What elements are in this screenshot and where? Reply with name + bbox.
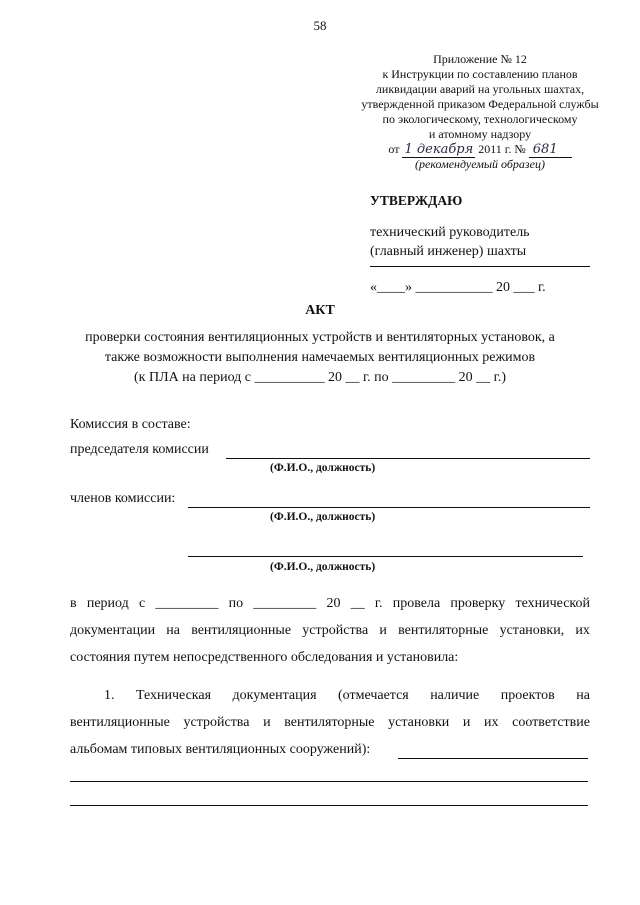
chairman-fill-line <box>226 458 590 459</box>
word: наличие <box>430 688 480 703</box>
word: проверку <box>450 596 506 611</box>
appendix-line: к Инструкции по составлению планов <box>382 67 578 81</box>
word: Техническая <box>135 688 212 703</box>
word: устройства <box>302 623 369 638</box>
word: документация <box>232 688 317 703</box>
period-paragraph-line <box>70 623 590 639</box>
period-paragraph-line: состояния путем непосредственного обследования и установила: <box>70 650 459 665</box>
act-title: АКТ <box>305 303 335 318</box>
commission-intro: Комиссия в составе: <box>70 417 191 432</box>
word: на <box>576 688 590 703</box>
word: и <box>379 623 387 638</box>
word: 20 <box>326 596 341 611</box>
fio-caption: (Ф.И.О., должность) <box>270 511 376 523</box>
word: проектов <box>500 688 555 703</box>
approval-date-line: «____» ___________ 20 ___ г. <box>370 280 546 295</box>
word: вентиляционные <box>70 715 170 730</box>
word: вентиляционные <box>191 623 292 638</box>
word: _________ <box>155 596 219 611</box>
word: 1. <box>104 688 115 703</box>
act-subtitle: проверки состояния вентиляционных устройств и вентиляторных установок, а <box>85 330 555 345</box>
member-fill-line <box>188 507 590 508</box>
item1-fill-line <box>398 758 588 759</box>
word: их <box>484 715 499 730</box>
order-reference <box>355 142 605 157</box>
word: и <box>462 715 471 730</box>
word: документации <box>70 623 156 638</box>
word: провела <box>392 596 441 611</box>
appendix-line: Приложение № 12 <box>433 52 527 66</box>
order-year: 2011 г. № <box>478 142 526 156</box>
item1-fill-line <box>70 805 588 806</box>
order-prefix: от <box>388 142 400 156</box>
appendix-line: ликвидации аварий на угольных шахтах, <box>375 82 585 96</box>
item1-paragraph-line <box>70 715 590 731</box>
appendix-line: и атомному надзору <box>428 127 532 141</box>
word: по <box>228 596 244 611</box>
member-fill-line <box>188 556 583 557</box>
order-day-handwritten: 1 декабря <box>404 142 474 157</box>
approval-position-detail: (главный инженер) шахты <box>370 244 527 259</box>
item1-paragraph-line <box>104 688 590 704</box>
item1-fill-line <box>70 781 588 782</box>
page-number: 58 <box>313 18 327 33</box>
period-paragraph-line <box>70 596 590 612</box>
item1-paragraph-line: альбомам типовых вентиляционных сооружений): <box>70 742 371 757</box>
word: (отмечается <box>338 688 409 703</box>
word: период <box>86 596 129 611</box>
word: в <box>70 596 77 611</box>
appendix-line: по экологическому, технологическому <box>382 112 578 126</box>
appendix-line: утвержденной приказом Федеральной службы <box>361 97 599 111</box>
fio-caption: (Ф.И.О., должность) <box>270 561 376 573</box>
word: вентиляторные <box>398 623 489 638</box>
word: технической <box>515 596 590 611</box>
recommended-sample-note: (рекомендуемый образец) <box>415 157 545 171</box>
members-label: членов комиссии: <box>70 491 176 506</box>
word: и <box>263 715 271 730</box>
word: на <box>166 623 180 638</box>
order-number-handwritten: 681 <box>529 142 572 158</box>
act-subtitle: также возможности выполнения намечаемых вентиляционных режимов <box>104 350 536 365</box>
word: установки <box>388 715 450 730</box>
word: с <box>138 596 146 611</box>
fio-caption: (Ф.И.О., должность) <box>270 462 376 474</box>
word: их <box>575 623 590 638</box>
chairman-label: председателя комиссии <box>70 442 209 457</box>
word: г. <box>374 596 383 611</box>
word: вентиляторные <box>284 715 375 730</box>
approval-signature-line <box>370 266 590 267</box>
word: установки, <box>499 623 565 638</box>
approval-title: УТВЕРЖДАЮ <box>370 193 463 208</box>
word: соответствие <box>512 715 590 730</box>
word: _________ <box>253 596 317 611</box>
word: __ <box>350 596 365 611</box>
appendix-header <box>355 52 605 172</box>
act-period: (к ПЛА на период с __________ 20 __ г. по _________ 20 __ г.) <box>134 370 506 385</box>
approval-position: технический руководитель <box>370 225 530 240</box>
word: устройства <box>183 715 250 730</box>
